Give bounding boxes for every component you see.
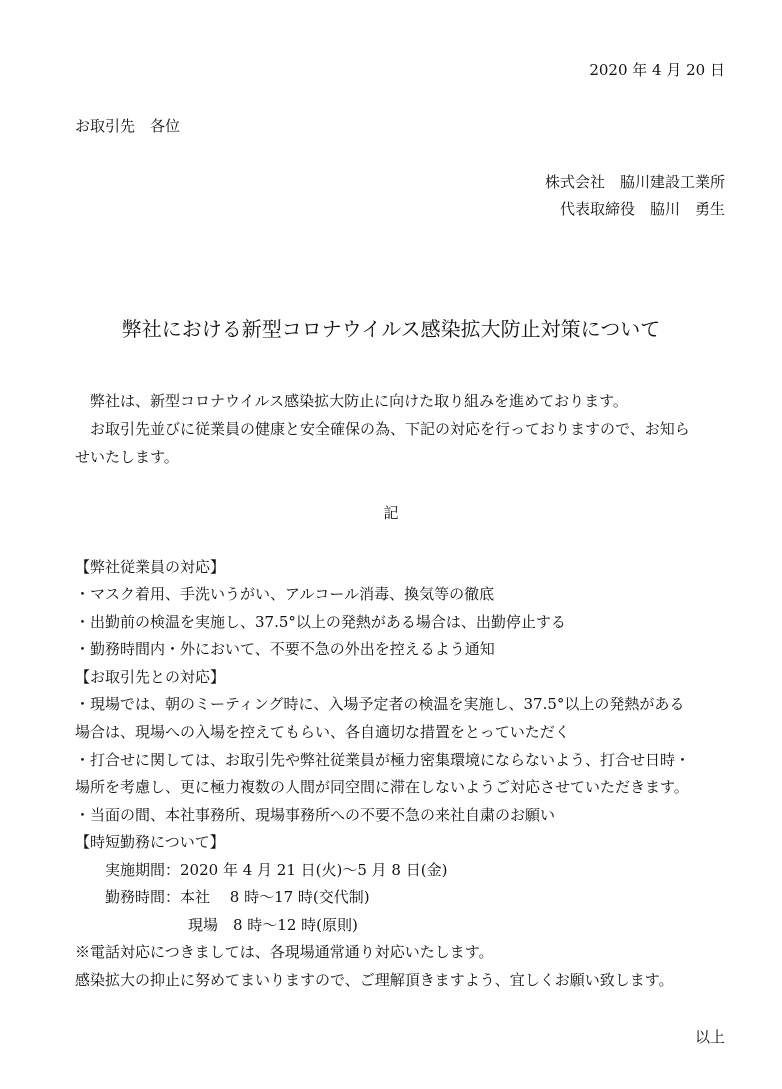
list-item-continuation: 場合は、現場への入場を控えてもらい、各自適切な措置をとっていただく [75,723,570,741]
list-item: ・マスク着用、手洗いうがい、アルコール消毒、換気等の徹底 [75,585,495,603]
section-heading-employees: 【弊社従業員の対応】 [75,558,226,576]
working-hours-head-office: 勤務時間：本社 8 時～17 時(交代制) [105,888,370,906]
list-item: ・当面の間、本社事務所、現場事務所への不要不急の来社自粛のお願い [75,806,556,824]
implementation-period: 実施期間：2020 年 4 月 21 日(火)～5 月 8 日(金) [105,861,448,879]
document-title: 弊社における新型コロナウイルス感染拡大防止対策について [121,317,661,341]
phone-note: ※電話対応につきましては、各現場通常通り対応いたします。 [75,943,494,961]
section-heading-clients: 【お取引先との対応】 [75,668,226,686]
closing-statement: 感染拡大の抑止に努めてまいりますので、ご理解頂きますよう、宜しくお願い致します。 [75,971,674,989]
addressee: お取引先 各位 [75,117,181,135]
working-hours-site: 現場 8 時～12 時(原則) [188,916,358,934]
company-name: 株式会社 脇川建設工業所 [544,173,725,191]
list-item: ・現場では、朝のミーティング時に、入場予定者の検温を実施し、37.5°以上の発熱がある [75,695,685,713]
ki-marker: 記 [383,504,399,522]
list-item: ・出勤前の検温を実施し、37.5°以上の発熱がある場合は、出勤停止する [75,613,566,631]
list-item: ・勤務時間内・外において、不要不急の外出を控えるよう通知 [75,640,495,658]
section-heading-hours: 【時短勤務について】 [75,833,225,851]
end-marker: 以上 [694,1028,725,1046]
list-item-continuation: 場所を考慮し、更に極力複数の人間が同空間に滞在しないようご対応させていただきます。 [75,778,689,796]
document-date: 2020 年 4 月 20 日 [589,61,725,79]
intro-paragraph-2-line-1: お取引先並びに従業員の健康と安全確保の為、下記の対応を行っておりますので、お知ら [90,420,690,438]
list-item: ・打合せに関しては、お取引先や弊社従業員が極力密集環境にならないよう、打合せ日時・ [75,751,691,769]
intro-paragraph-1: 弊社は、新型コロナウイルス感染拡大防止に向けた取り組みを進めております。 [90,392,628,410]
representative-name: 代表取締役 脇川 勇生 [559,200,725,218]
intro-paragraph-2-line-2: せいたします。 [75,448,179,466]
